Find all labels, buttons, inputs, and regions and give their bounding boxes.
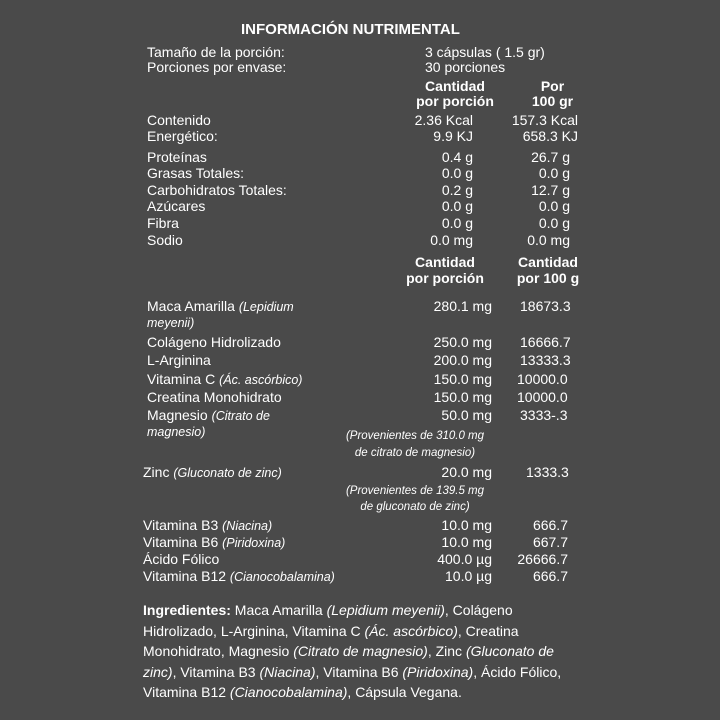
- source-note: de gluconato de zinc): [360, 501, 470, 513]
- active-name: Magnesio (Citrato de: [147, 407, 270, 423]
- active-per100: 667.7: [532, 534, 568, 550]
- nutrient-per100: 12.7 g: [531, 182, 570, 198]
- header1-per100-line2: 100 gr: [531, 93, 574, 109]
- active-per100: 18673.3: [520, 298, 571, 314]
- active-portion: 400.0 µg: [437, 551, 492, 567]
- active-portion: 150.0 mg: [433, 371, 492, 387]
- active-name: L-Arginina: [147, 352, 211, 368]
- header2-per100-line2: por 100 g: [516, 270, 580, 286]
- energy-kj-portion: 9.9 KJ: [433, 128, 473, 144]
- energy-label-line2: Energético:: [147, 128, 218, 144]
- nutrient-per100: 0.0 g: [538, 165, 570, 181]
- nutrient-per100: 0.0 mg: [527, 232, 570, 248]
- active-name: Zinc (Gluconato de zinc): [143, 464, 282, 480]
- active-per100: 666.7: [532, 568, 568, 584]
- servings-per-container-value: 30 porciones: [425, 59, 506, 75]
- nutrient-name: Sodio: [147, 232, 183, 248]
- energy-kcal-portion: 2.36 Kcal: [414, 112, 473, 128]
- serving-size-value: 3 cápsulas ( 1.5 gr): [425, 44, 545, 60]
- active-name: Vitamina C (Ác. ascórbico): [147, 371, 303, 387]
- active-portion: 10.0 µg: [445, 568, 492, 584]
- header2-portion-line1: Cantidad: [415, 254, 475, 270]
- active-sci-name: meyenii): [147, 316, 195, 330]
- active-per100: 1333.3: [526, 464, 569, 480]
- active-portion: 10.0 mg: [441, 517, 492, 533]
- active-name: Vitamina B12 (Cianocobalamina): [143, 568, 335, 584]
- active-name: Ácido Fólico: [143, 551, 220, 567]
- ingredients-paragraph: Ingredientes: Maca Amarilla (Lepidium meyenii), Colágeno Hidrolizado, L-Arginina, Vitamina C (Ác. ascórbico), Creatina Monohidrato, Magnesio (Citrato de magnesio), Zinc (Gluconato de zinc), Vitamina B3 (Niacina), Vitamina B6 (Piridoxina), Ácido Fólico, Vitamina B12 (Cianocobalamina), Cápsula Vegana.: [143, 602, 562, 700]
- header1-portion-line1: Cantidad: [425, 78, 485, 94]
- source-note: (Provenientes de 310.0 mg: [345, 430, 485, 442]
- active-per100: 16666.7: [520, 334, 571, 350]
- nutrient-per100: 0.0 g: [538, 198, 570, 214]
- active-per100: 666.7: [532, 517, 568, 533]
- header2-portion-line2: por porción: [406, 270, 484, 286]
- active-portion: 50.0 mg: [441, 407, 492, 423]
- nutrient-name: Azúcares: [147, 198, 206, 214]
- nutrient-portion: 0.4 g: [441, 149, 473, 165]
- active-portion: 250.0 mg: [433, 334, 492, 350]
- active-portion: 150.0 mg: [433, 389, 492, 405]
- active-per100: 13333.3: [520, 352, 571, 368]
- header1-portion-line2: por porción: [416, 93, 494, 109]
- nutrient-name: Carbohidratos Totales:: [147, 182, 287, 198]
- active-portion: 10.0 mg: [441, 534, 492, 550]
- active-per100: 10000.0: [517, 371, 568, 387]
- active-name: Colágeno Hidrolizado: [147, 334, 281, 350]
- serving-size-label: Tamaño de la porción:: [147, 44, 285, 60]
- nutrient-name: Grasas Totales:: [147, 165, 245, 181]
- header1-per100-line1: Por: [540, 78, 565, 94]
- header2-per100-line1: Cantidad: [518, 254, 578, 270]
- nutrient-portion: 0.0 mg: [430, 232, 473, 248]
- nutrient-name: Fibra: [147, 215, 179, 231]
- nutrient-portion: 0.2 g: [441, 182, 473, 198]
- energy-label-line1: Contenido: [147, 112, 211, 128]
- nutrient-per100: 0.0 g: [538, 215, 570, 231]
- ingredients-label: Ingredientes:: [143, 602, 231, 618]
- active-per100: 10000.0: [517, 389, 568, 405]
- nutrient-portion: 0.0 g: [441, 198, 473, 214]
- nutrient-name: Proteínas: [147, 149, 207, 165]
- nutrient-portion: 0.0 g: [441, 215, 473, 231]
- energy-kcal-per100: 157.3 Kcal: [511, 112, 578, 128]
- active-portion: 20.0 mg: [441, 464, 492, 480]
- active-name: Vitamina B3 (Niacina): [143, 517, 273, 533]
- source-note: (Provenientes de 139.5 mg: [345, 485, 485, 497]
- active-name: Maca Amarilla (Lepidium: [147, 298, 294, 314]
- active-per100: 26666.7: [517, 551, 568, 567]
- energy-kj-per100: 658.3 KJ: [522, 128, 578, 144]
- nutrient-per100: 26.7 g: [531, 149, 570, 165]
- active-name: Creatina Monohidrato: [147, 389, 282, 405]
- page-title: INFORMACIÓN NUTRIMENTAL: [241, 21, 460, 38]
- active-per100: 3333-.3: [520, 407, 568, 423]
- nutrient-portion: 0.0 g: [441, 165, 473, 181]
- active-portion: 200.0 mg: [433, 352, 492, 368]
- active-portion: 280.1 mg: [433, 298, 492, 314]
- active-name: Vitamina B6 (Piridoxina): [143, 534, 286, 550]
- servings-per-container-label: Porciones por envase:: [147, 59, 287, 75]
- active-sci-name: magnesio): [147, 425, 206, 439]
- source-note: de citrato de magnesio): [354, 447, 476, 459]
